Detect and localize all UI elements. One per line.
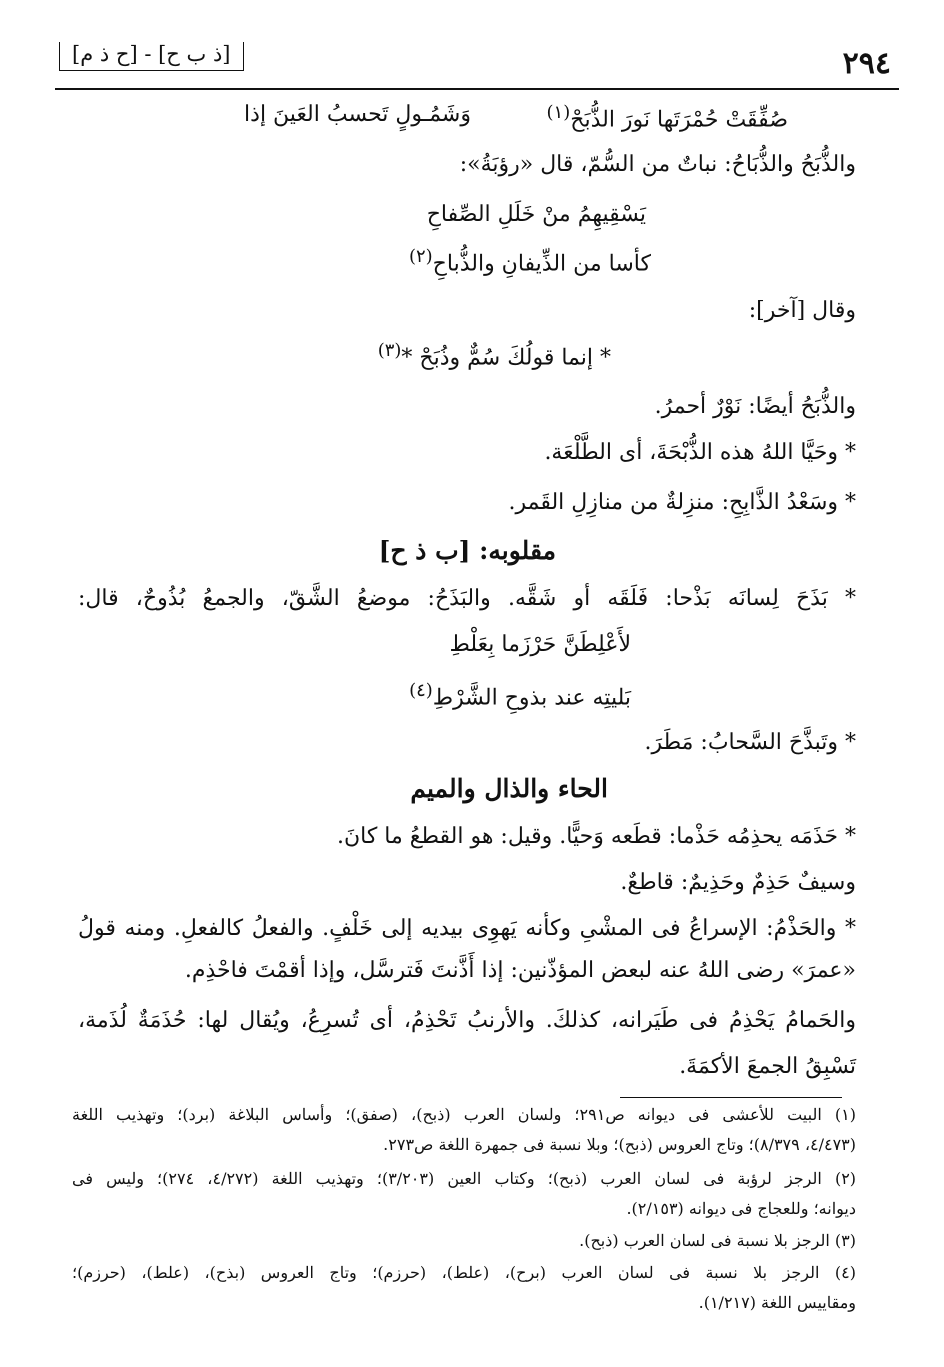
verse-first-hemistich: وَشَمُـولٍ تَحسبُ العَينَ إذا <box>244 102 471 127</box>
footnote-2-cont: ديوانه؛ وللعجاج فى ديوانه (٢/١٥٣). <box>626 1199 856 1218</box>
text-line: * وحَيَّا اللهُ هذه الذُّبْحَةَ، أى الطَّلْعَة. <box>544 440 856 465</box>
footnote-4-cont: ومقاييس اللغة (١/٢١٧). <box>698 1293 856 1312</box>
footnote-ref-1: (١) <box>546 102 571 123</box>
text-line: والذُّبَحُ أيضًا: نَوْرٌ أحمرُ. <box>654 394 856 419</box>
verse-line: كأسا من الذِّيفانِ والذُّباحِ$^{(٢)}$ <box>408 246 651 277</box>
text-line: تَسْبِقُ الجمعَ الأكمَةَ. <box>679 1054 856 1079</box>
footnote-ref-2: (٢) <box>408 246 433 267</box>
text-line: والحَمامُ يَحْذِمُ فى طَيَرانه، كذلكَ. والأرنبُ تَحْذِمُ، أى تُسرِعُ، ويُقال لها: حُذَمَةٌ لُذَمة، <box>78 1008 856 1033</box>
footnote-2: (٢) الرجز لرؤبة فى لسان العرب (ذبح)؛ وكتاب العين (٣/٢٠٣)؛ وتهذيب اللغة (٤/٢٧٢، ٢٧٤)؛ وليس فى <box>72 1169 857 1188</box>
section-heading: مقلوبه: [ب ذ ح] <box>378 536 556 565</box>
text-line: * وتَبذَّحَ السَّحابُ: مَطَرَ. <box>644 730 856 755</box>
text-line: وقال [آخر]: <box>748 298 856 323</box>
footnote-divider <box>620 1097 842 1098</box>
running-head: [ذ ب ح] - [ح ذ م] <box>59 42 244 71</box>
footnote-3: (٣) الرجز بلا نسبة فى لسان العرب (ذبح). <box>579 1231 856 1250</box>
footnote-ref-4: (٤) <box>409 680 433 701</box>
page-header <box>55 38 899 90</box>
section-heading: الحاء والذال والميم <box>410 774 608 803</box>
verse-line: بَليتِه عند بذوحِ الشَّرْطِ$^{(٤)}$ <box>409 680 631 711</box>
text-line: والذُّبَحُ والذُّبَاحُ: نباتٌ من السُّمّ، قال «رؤبَةُ»: <box>459 152 856 177</box>
verse-line: لأَعْلِطَنَّ حَرْزَما بِعَلْطِ <box>449 632 631 657</box>
footnote-4: (٤) الرجز بلا نسبة فى لسان العرب (برح)، (علط)، (حرزم)؛ وتاج العروس (بذح)، (علط)، (حرزم)؛ <box>72 1263 856 1282</box>
text-line: * والحَذْمُ: الإسراعُ فى المشْىِ وكأنه يَهوِى بيديه إلى خَلْفٍ. والفعلُ كالفعلِ. ومنه قولُ <box>78 916 856 941</box>
page-number: ٢٩٤ <box>842 46 891 81</box>
text-line: * بَذَحَ لِسانَه بَذْحا: فَلَقَه أو شَقَّه. والبَذَحُ: موضعُ الشَّقّ، والجمعُ بُذُوحٌ، قال: <box>78 586 856 611</box>
verse-line: يَسْقِيهِمُ منْ خَلَلِ الصِّفاحِ <box>426 202 646 227</box>
footnote-1-cont: (٤/٤٧٣، ٨/٣٧٩)؛ وتاج العروس (ذبح)؛ وبلا نسبة فى جمهرة اللغة ص٢٧٣. <box>383 1135 856 1154</box>
verse-second-hemistich: صُفِّقَتْ حُمْرَتَها نَورَ الذُّبَحْ$^{(١)}$ <box>546 102 788 133</box>
text-line: * حَذَمَه يحذِمُه حَذْما: قطَعه وَحيًّا. وقيل: هو القطعُ ما كانَ. <box>336 824 856 849</box>
text-line: * وسَعْدُ الذَّابِحِ: منزِلةٌ من منازِلِ القَمر. <box>508 490 856 515</box>
text-line: وسيفٌ حَذِمٌ وحَذِيمٌ: قاطعٌ. <box>620 870 856 895</box>
footnote-ref-3: (٣) <box>377 340 402 361</box>
footnote-1: (١) البيت للأعشى فى ديوانه ص٢٩١؛ ولسان العرب (ذبح)، (صفق)؛ وأساس البلاغة (برد)؛ وتهذيب اللغة <box>72 1105 856 1124</box>
text-line: «عمرَ» رضى اللهُ عنه لبعض المؤذّنين: إذا أَذَّنتَ فَترسَّل، وإذا أقمْتَ فاحْذِم. <box>184 958 856 983</box>
verse-line: * إنما قولُكَ سُمٌّ وذُبَحْ *$^{(٣)}$ <box>377 340 611 371</box>
